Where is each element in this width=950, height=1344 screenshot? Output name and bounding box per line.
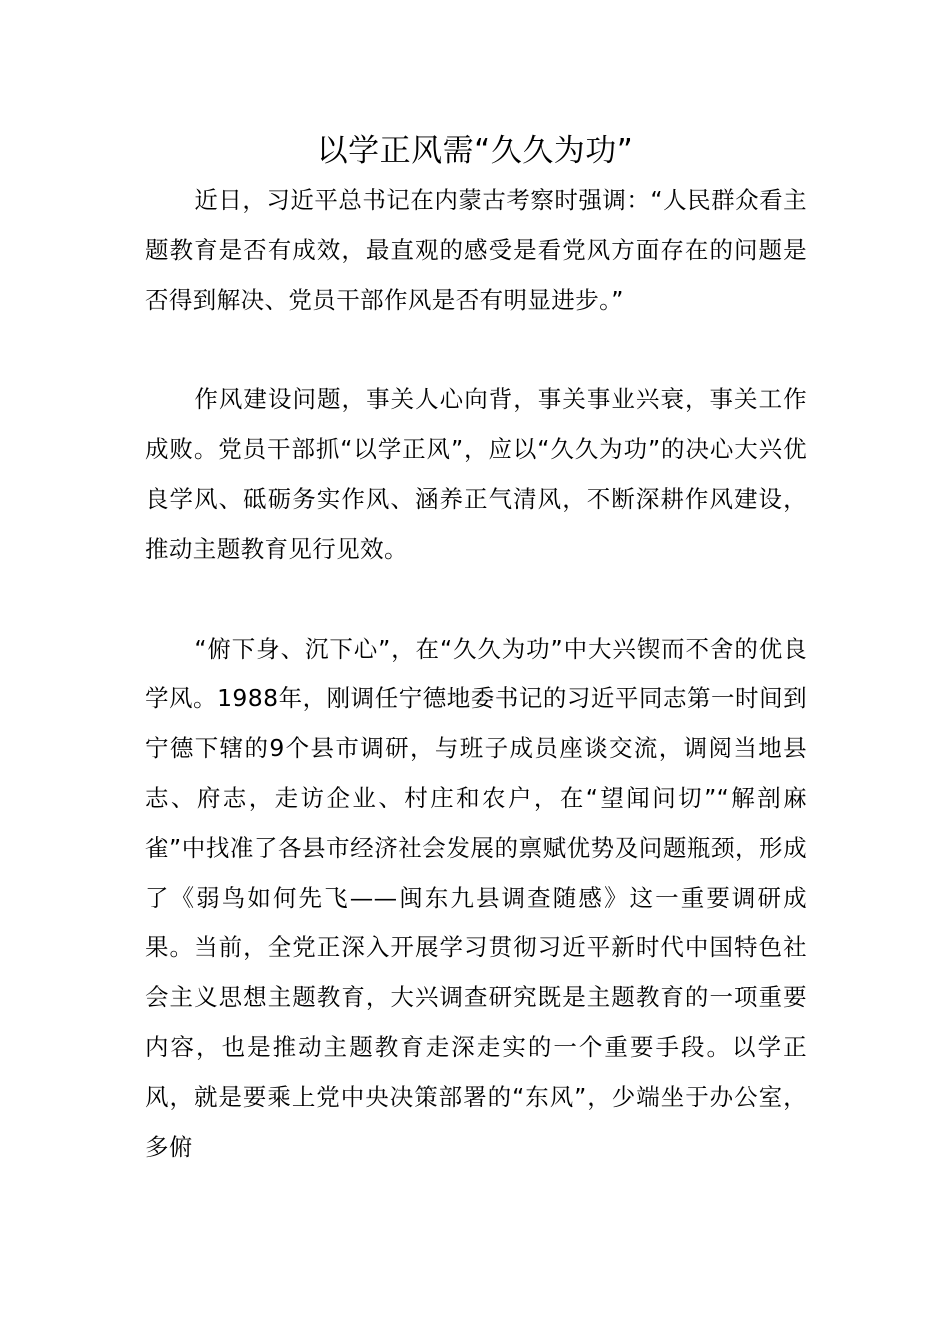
paragraph-2: 作风建设问题，事关人心向背，事关事业兴衰，事关工作成败。党员干部抓“以学正风”，应以“久久为功”的决心大兴优良学风、砥砺务实作风、涵养正气清风，不断深耕作风建设，推动主题教育见行见效。 — [145, 385, 807, 563]
paragraph-3: “俯下身、沉下心”，在“久久为功”中大兴锲而不舍的优良学风。1988年，刚调任宁德地委书记的习近平同志第一时间到宁德下辖的9个县市调研，与班子成员座谈交流，调阅当地县志、府志，走访企业、村庄和农户，在“望闻问切”“解剖麻雀”中找准了各县市经济社会发展的禀赋优势及问题瓶颈，形成了《弱鸟如何先飞——闽东九县调查随感》这一重要调研成果。当前，全党正深入开展学习贯彻习近平新时代中国特色社会主义思想主题教育，大兴调查研究既是主题教育的一项重要内容，也是推动主题教育走深走实的一个重要手段。以学正风，就是要乘上党中央决策部署的“东风”，少端坐于办公室，多俯 — [145, 634, 807, 1161]
paragraph-1: 近日，习近平总书记在内蒙古考察时强调：“人民群众看主题教育是否有成效，最直观的感受是看党风方面存在的问题是否得到解决、党员干部作风是否有明显进步。” — [145, 186, 807, 314]
document-body — [145, 176, 807, 1172]
document-title: 以学正风需“久久为功” — [316, 133, 634, 169]
